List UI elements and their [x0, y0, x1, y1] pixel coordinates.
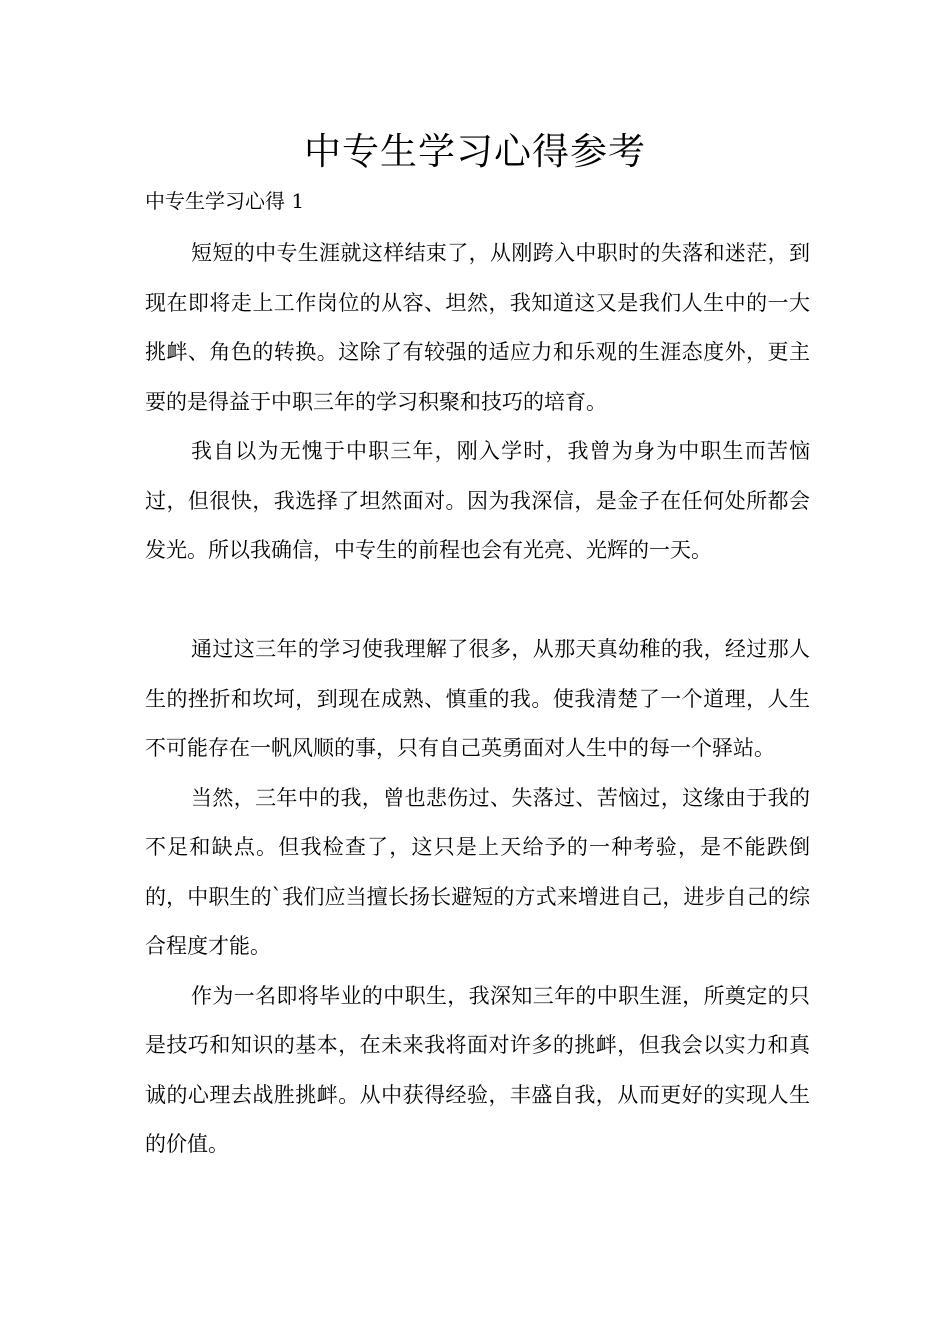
paragraph-4: 当然，三年中的我，曾也悲伤过、失落过、苦恼过，这缘由于我的不足和缺点。但我检查了，这只是上天给予的一种考验，是不能跌倒的，中职生的`我们应当擅长扬长避短的方式来增进自己，进步自己的综合程度才能。: [145, 785, 810, 958]
paragraph-3: 通过这三年的学习使我理解了很多，从那天真幼稚的我，经过那人生的挫折和坎坷，到现在成熟、慎重的我。使我清楚了一个道理，人生不可能存在一帆风顺的事，只有自己英勇面对人生中的每一个驿站。: [145, 637, 810, 760]
blank-line: [145, 576, 810, 626]
document-body: [145, 229, 810, 1170]
document-title: 中专生学习心得参考: [304, 130, 646, 173]
paragraph-1: 短短的中专生涯就这样结束了，从刚跨入中职时的失落和迷茫，到现在即将走上工作岗位的从容、坦然，我知道这又是我们人生中的一大挑衅、角色的转换。这除了有较强的适应力和乐观的生涯态度外，更主要的是得益于中职三年的学习积聚和技巧的培育。: [145, 241, 810, 414]
paragraph-5: 作为一名即将毕业的中职生，我深知三年的中职生涯，所奠定的只是技巧和知识的基本，在未来我将面对许多的挑衅，但我会以实力和真诚的心理去战胜挑衅。从中获得经验，丰盛自我，从而更好的实现人生的价值。: [145, 983, 810, 1156]
paragraph-2: 我自以为无愧于中职三年，刚入学时，我曾为身为中职生而苦恼过，但很快，我选择了坦然面对。因为我深信，是金子在任何处所都会发光。所以我确信，中专生的前程也会有光亮、光辉的一天。: [145, 439, 810, 562]
section-heading: 中专生学习心得 1: [145, 189, 305, 213]
